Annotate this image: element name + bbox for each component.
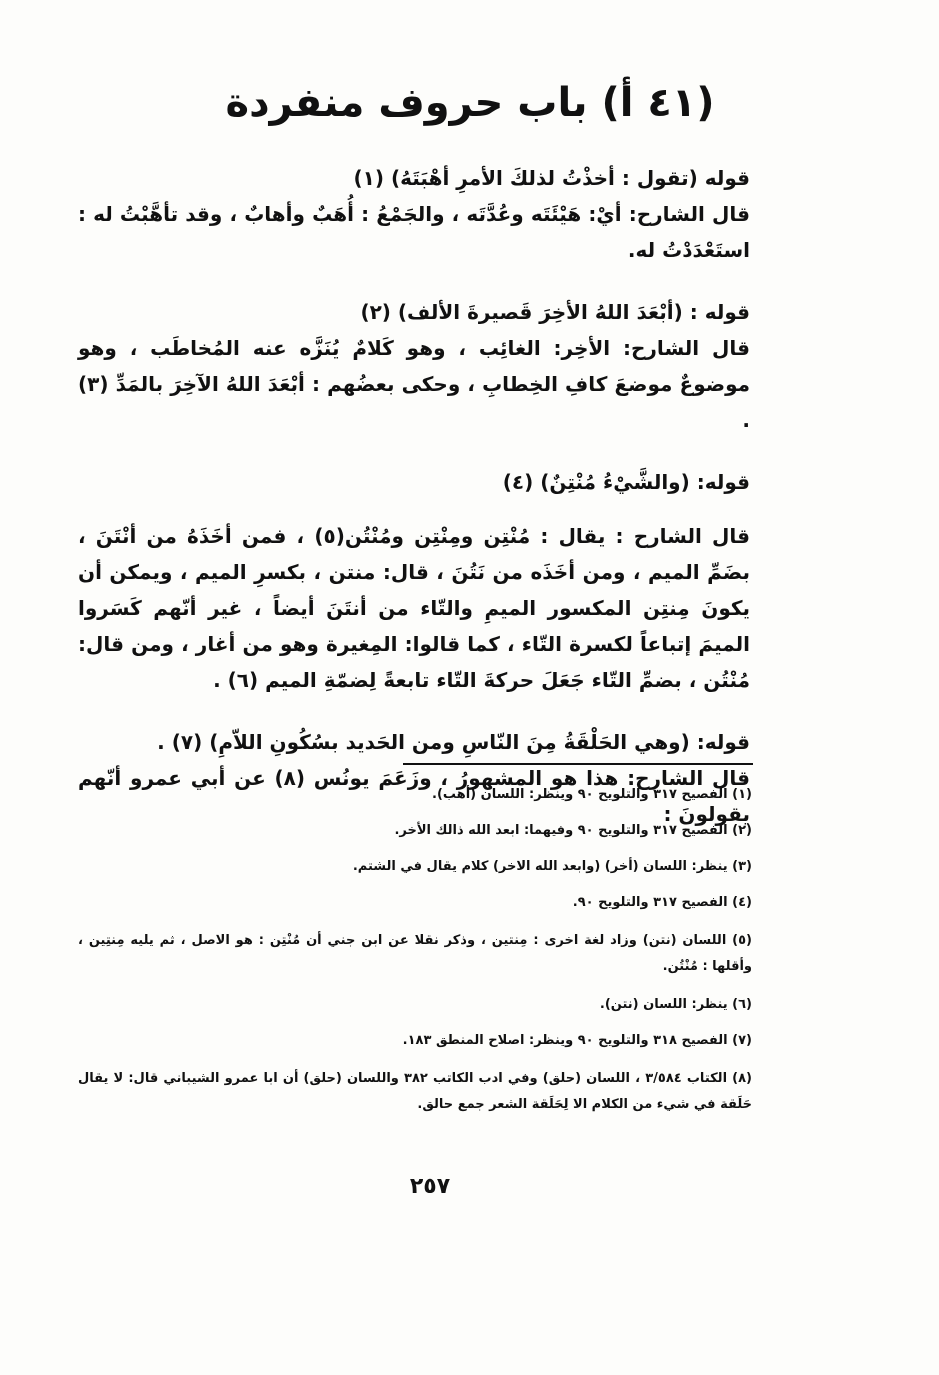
footnote-5: (٥) اللسان (نتن) وزاد لغة اخرى : مِنتين ، وذكر نقلا عن ابن جني أن مُنْتِن : هو الاصل ، ثم يليه مِنتِين ، وأقلها : مُنْتُن.: [78, 933, 752, 974]
page-number: ٢٥٧: [409, 1174, 451, 1199]
commentary-3: قال الشارح : يقال : مُنْتِن ومِنْتِن ومُنْتُن(٥) ، فمن أخَذَهُ من أنْتَنَ ، بضَمِّ الميم ، ومن أخَذَه من نَتُنَ ، قال: منتن ، بكسرِ الميم ، ويمكن أن يكونَ مِنتِن المكسور الميمِ والتّاء من أنتَنَ أيضاً ، غير أنّهم كَسَروا الميمَ إتباعاً لكسرة التّاء ، كما قالوا: المِغيرة وهو من أغار ، ومن قال: مُنْتُن ، بضمِّ التّاء جَعَلَ حركةَ التّاء تابعةً لِضمّةِ الميم (٦) .: [78, 524, 750, 692]
footnote-4: (٤) الفصيح ٣١٧ والتلويح ٩٠.: [572, 895, 752, 910]
footnotes: [78, 784, 752, 1132]
footnote-8: (٨) الكتاب ٣/٥٨٤ ، اللسان (حلق) وفي ادب الكاتب ٣٨٢ واللسان (حلق) أن ابا عمرو الشيباني قال: لا يقال حَلَقة في شيء من الكلام الا لِحَلَقة الشعر جمع حالق.: [78, 1071, 752, 1112]
main-text: [78, 160, 750, 832]
footnote-3: (٣) ينظر: اللسان (أخر) (وابعد الله الاخر) كلام يقال في الشتم.: [352, 859, 752, 874]
quote-line-3: قوله: (والشَّيْءُ مُنْتِنٌ) (٤): [502, 470, 750, 494]
footnote-6: (٦) ينظر: اللسان (نتن).: [599, 997, 752, 1012]
chapter-title: (٤١ أ) باب حروف منفردة: [225, 80, 715, 126]
commentary-1: قال الشارح: أيْ: هَيْئَتَه وعُدَّتَه ، والجَمْعُ : أُهَبٌ وأهابٌ ، وقد تأهَّبْتُ له : استَعْدَدْتُ له.: [78, 202, 750, 262]
footnote-7: (٧) الفصيح ٣١٨ والتلويح ٩٠ وينظر: اصلاح المنطق ١٨٣.: [402, 1033, 752, 1048]
quote-line-2: قوله : (أبْعَدَ اللهُ الأخِرَ قَصيرةَ الألف) (٢): [360, 300, 750, 324]
quote-line-1: قوله (تقول : أخذْتُ لذلكَ الأمرِ أهْبَتَهُ) (١): [353, 166, 750, 190]
footnote-1: (١) الفصيح ٣١٧ والتلويح ٩٠ وينظر: اللسان (أهب).: [432, 787, 752, 802]
commentary-4: قال الشارح: هذا هو المشهورُ ، وزَعَمَ يونُس (٨) عن أبي عمرو أنّهم يقولونَ :: [78, 766, 750, 826]
quote-line-4: قوله: (وهي الحَلْقَةُ مِنَ النّاسِ ومن الحَديد بسُكُونِ اللاّمِ) (٧) .: [157, 730, 750, 754]
footnote-divider: [403, 763, 753, 765]
footnote-2: (٢) الفصيح ٣١٧ والتلويح ٩٠ وفيهما: ابعد الله ذالك الأخر.: [394, 823, 752, 838]
commentary-2: قال الشارح: الأخِر: الغائِب ، وهو كَلامٌ يُنَزَّه عنه المُخاطَب ، وهو موضوعٌ موضعَ كافِ الخِطابِ ، وحكى بعضُهم : أبْعَدَ اللهُ الآخِرَ بالمَدِّ (٣) .: [78, 336, 750, 432]
